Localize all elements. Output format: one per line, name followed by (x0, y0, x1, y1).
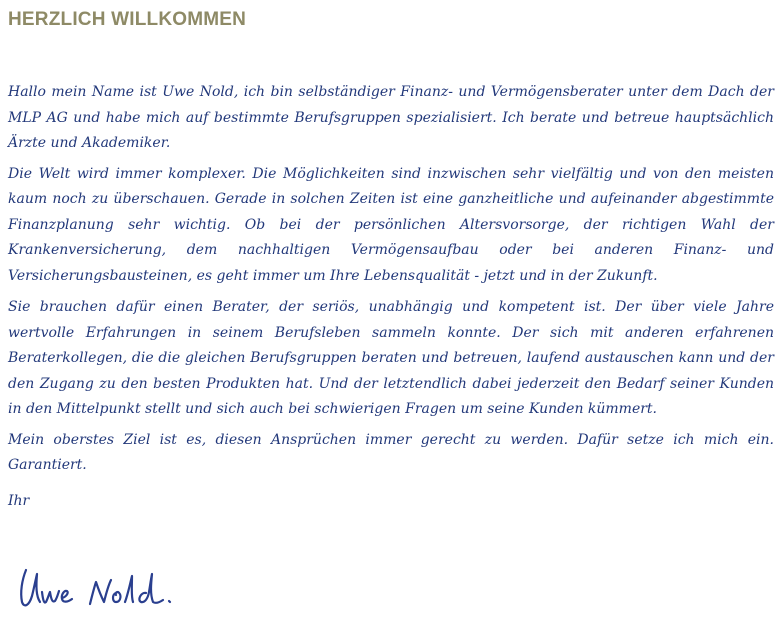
signature-image (12, 562, 192, 614)
handwritten-signature (12, 562, 192, 619)
planning-paragraph: Die Welt wird immer komplexer. Die Möglichkeiten sind inzwischen sehr vielfältig und von den meisten kaum noch zu überschauen. Gerade in solchen Zeiten ist eine ganzheitliche und aufeinander abgestimmte Finanzplanung sehr wichtig. Ob bei der persönlichen Altersvorsorge, der richtigen Wahl der Krankenversicherung, dem nachhaltigen Vermögensaufbau oder bei anderen Finanz- und Versicherungsbausteinen, es geht immer um Ihre Lebensqualität - jetzt und in der Zukunft. (8, 165, 774, 284)
page-title: HERZLICH WILLKOMMEN (8, 9, 247, 30)
intro-paragraph: Hallo mein Name ist Uwe Nold, ich bin selbständiger Finanz- und Vermögensberater unter dem Dach der MLP AG und habe mich auf bestimmte Berufsgruppen spezialisiert. Ich berate und betreue hauptsächlich Ärzte und Akademiker. (8, 84, 774, 151)
welcome-letter (8, 80, 774, 519)
advisor-paragraph: Sie brauchen dafür einen Berater, der seriös, unabhängig und kompetent ist. Der über viele Jahre wertvolle Erfahrungen in seinem Berufsleben sammeln konnte. Der sich mit anderen erfahrenen Beraterkollegen, die die gleichen Berufsgruppen beraten und betreuen, laufend austauschen kann und der den Zugang zu den besten Produkten hat. Und der letztendlich dabei jederzeit den Bedarf seiner Kunden in den Mittelpunkt stellt und sich auch bei schwierigen Fragen um seine Kunden kümmert. (8, 299, 774, 417)
goal-paragraph: Mein oberstes Ziel ist es, diesen Ansprüchen immer gerecht zu werden. Dafür setze ich mich ein. Garantiert. (8, 431, 774, 473)
closing-line: Ihr (8, 492, 30, 509)
